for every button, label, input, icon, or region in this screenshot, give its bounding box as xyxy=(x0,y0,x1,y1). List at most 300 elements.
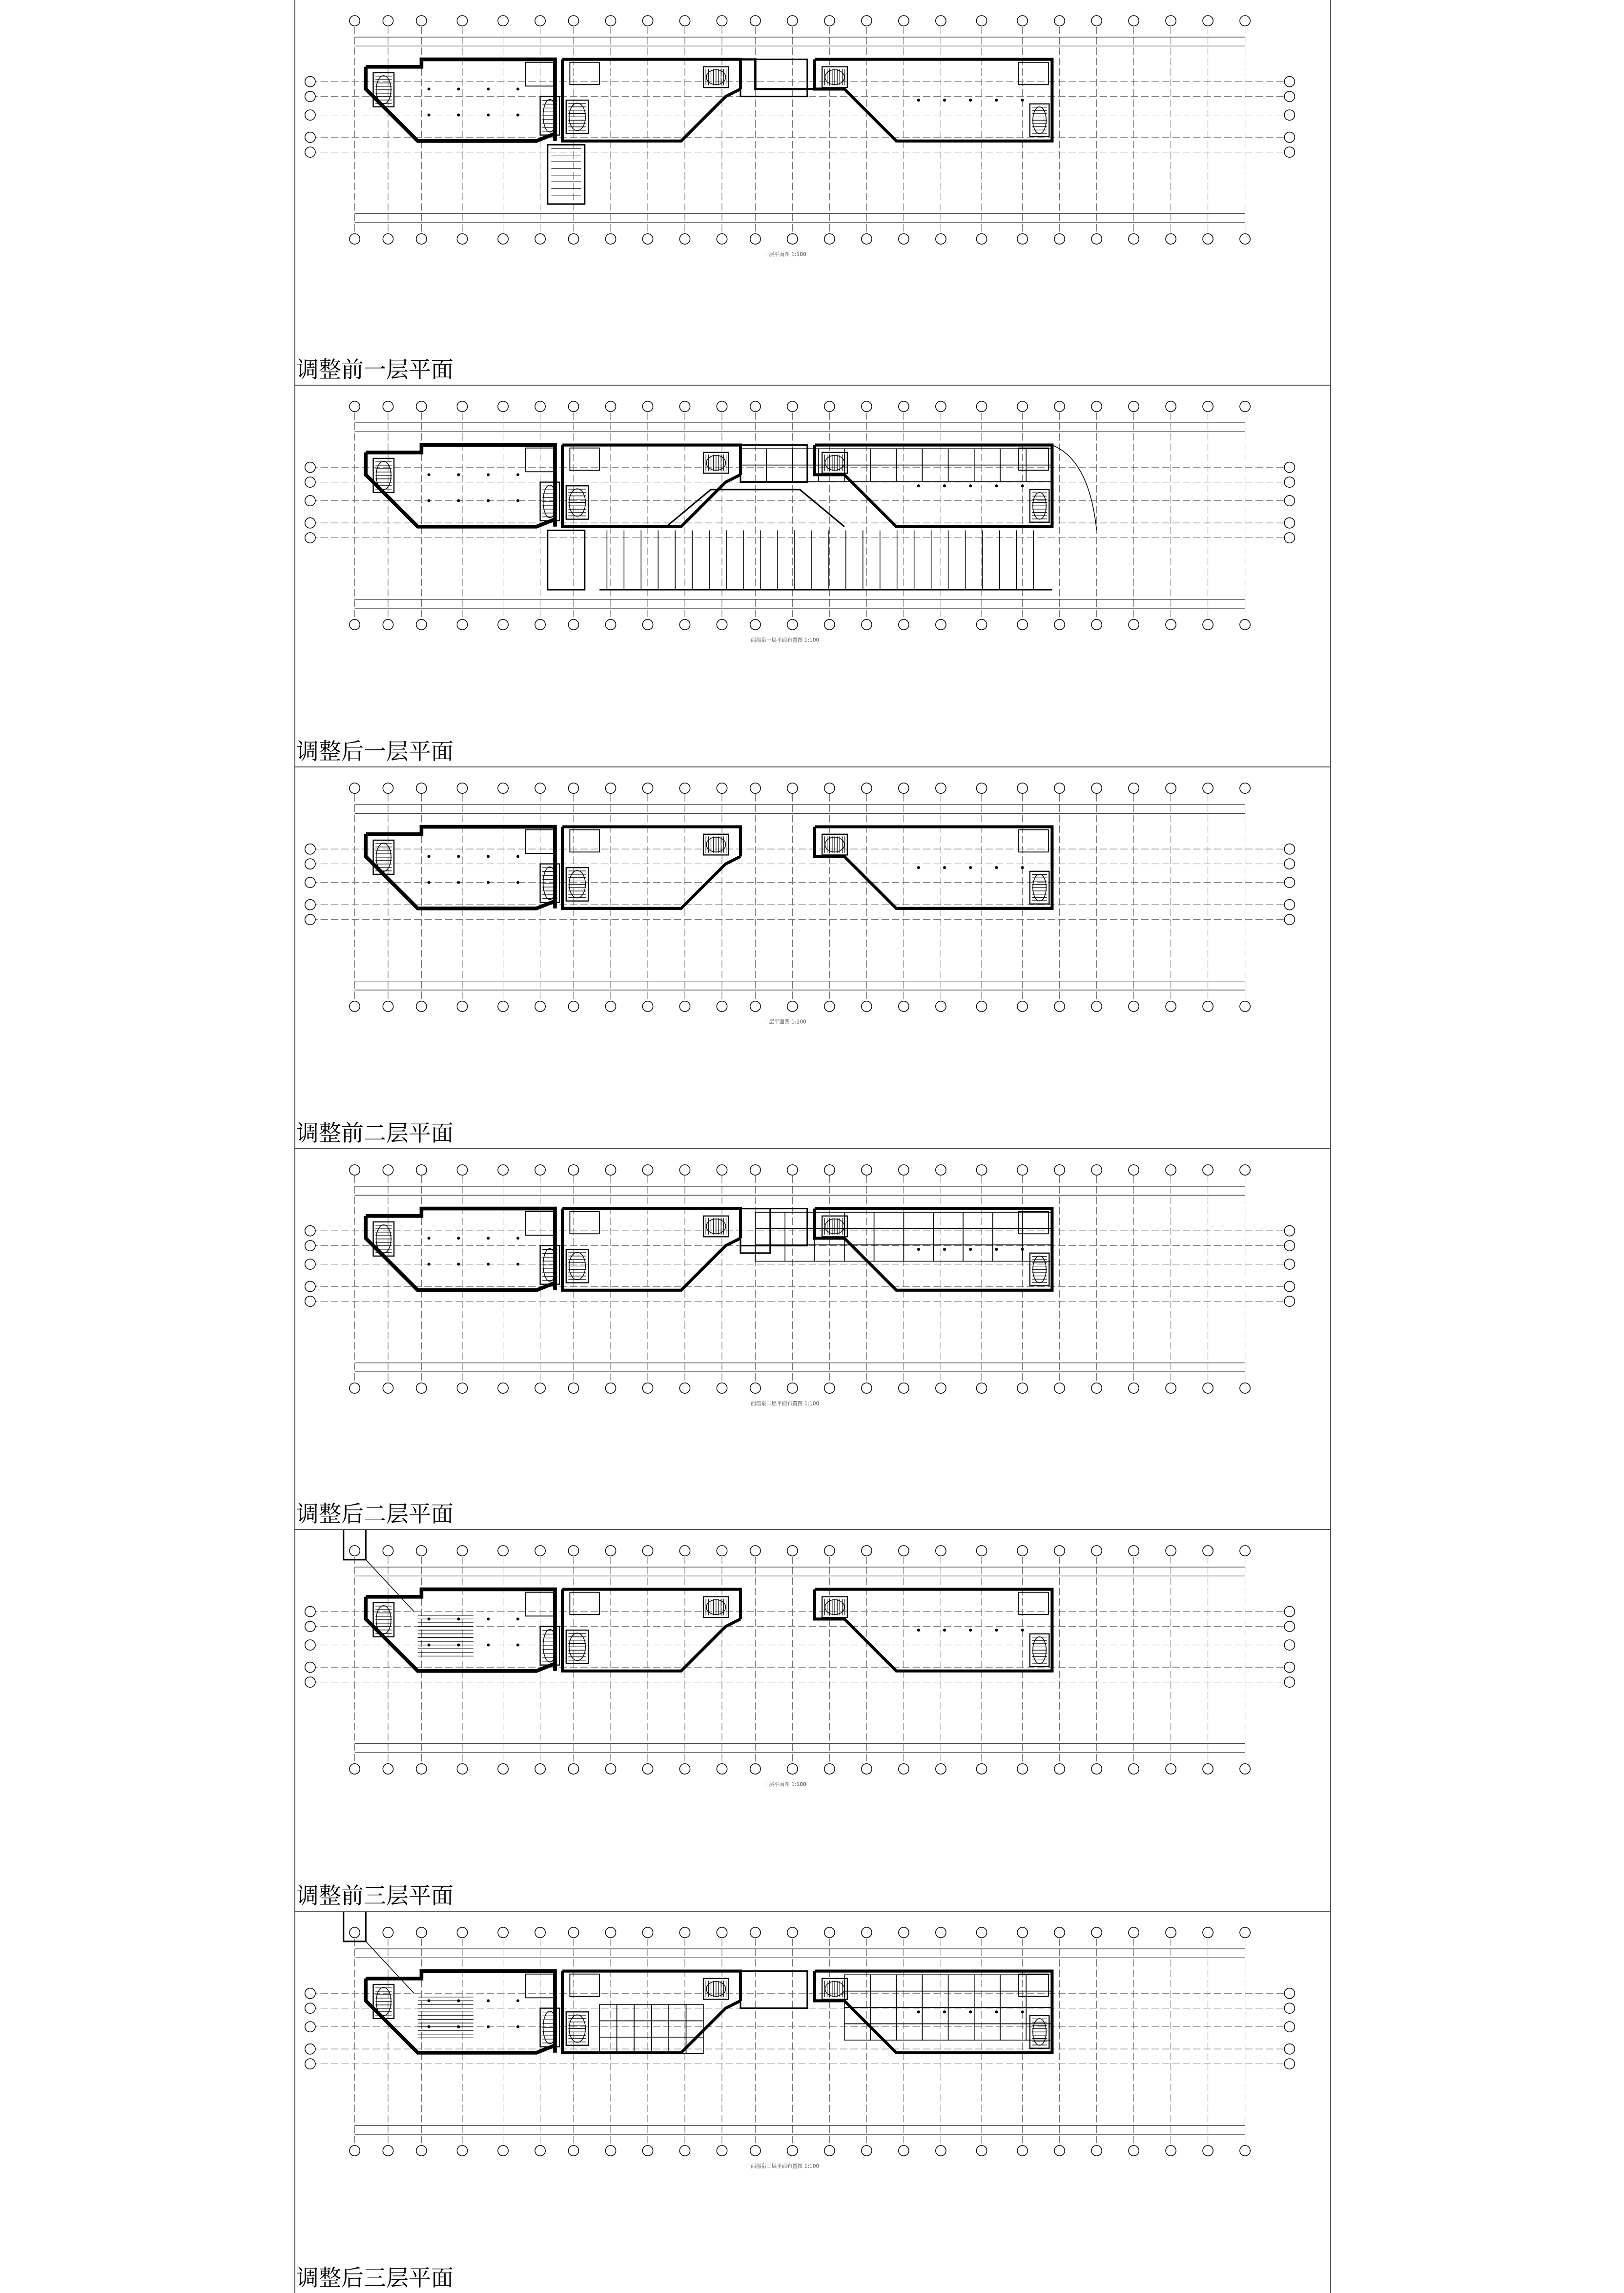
axis-bubble xyxy=(383,16,393,26)
toilet-block xyxy=(1019,1592,1048,1615)
axis-bubble xyxy=(1203,783,1213,793)
axis-bubble xyxy=(976,2146,987,2156)
toilet-block xyxy=(525,830,554,854)
axis-bubble xyxy=(1166,16,1176,26)
axis-bubble xyxy=(416,1927,427,1938)
plan-pre-floor-3 xyxy=(295,1530,1332,1912)
axis-bubble xyxy=(1284,147,1295,157)
axis-bubble xyxy=(1284,77,1295,87)
axis-bubble xyxy=(416,2146,427,2156)
axis-bubble xyxy=(1091,1764,1102,1774)
column xyxy=(487,1644,490,1647)
column xyxy=(995,99,998,102)
axis-bubble xyxy=(349,1927,360,1938)
axis-bubble xyxy=(305,2059,315,2069)
column xyxy=(487,499,490,502)
axis-bubble xyxy=(1203,620,1213,630)
axis-bubble xyxy=(605,1001,616,1012)
column xyxy=(995,484,998,487)
axis-bubble xyxy=(349,1383,360,1393)
axis-bubble xyxy=(976,1927,987,1938)
plan-group xyxy=(305,401,1295,643)
axis-bubble xyxy=(305,1677,315,1687)
axis-bubble xyxy=(824,1764,835,1774)
column xyxy=(516,499,519,502)
room xyxy=(634,2004,651,2021)
room xyxy=(974,449,1000,465)
site-curve xyxy=(1052,445,1096,531)
axis-bubble xyxy=(679,2146,690,2156)
axis-bubble xyxy=(1284,2003,1295,2013)
axis-bubble xyxy=(936,1764,946,1774)
column xyxy=(1021,866,1024,869)
axis-bubble xyxy=(457,620,467,630)
axis-bubble xyxy=(1054,1165,1065,1175)
axis-bubble xyxy=(1129,1165,1139,1175)
axis-bubble xyxy=(1284,859,1295,869)
axis-bubble xyxy=(862,1764,872,1774)
axis-bubble xyxy=(862,620,872,630)
axis-bubble xyxy=(1284,132,1295,143)
column xyxy=(1021,1629,1024,1632)
column xyxy=(969,1629,972,1632)
axis-bubble xyxy=(642,1165,653,1175)
axis-bubble xyxy=(568,234,578,244)
axis-bubble xyxy=(535,16,545,26)
drawing-caption: 西温泉三层平面布置图 1:100 xyxy=(751,2163,820,2169)
axis-bubble xyxy=(568,620,578,630)
axis-bubble xyxy=(717,401,727,412)
axis-bubble xyxy=(1284,1621,1295,1632)
toilet-block xyxy=(1019,62,1048,85)
axis-bubble xyxy=(1091,2146,1102,2156)
room xyxy=(922,2024,948,2040)
column xyxy=(917,2010,920,2013)
axis-bubble xyxy=(642,16,653,26)
room xyxy=(652,2021,669,2037)
axis-bubble xyxy=(416,401,427,412)
toilet-block xyxy=(570,1592,599,1615)
axis-bubble xyxy=(1054,620,1065,630)
plan-group xyxy=(305,1530,1295,1787)
axis-bubble xyxy=(1284,2022,1295,2032)
axis-bubble xyxy=(936,783,946,793)
axis-bubble xyxy=(750,1001,761,1012)
room xyxy=(599,2021,617,2037)
column xyxy=(428,1263,431,1266)
axis-bubble xyxy=(535,1546,545,1556)
axis-bubble xyxy=(976,16,987,26)
axis-bubble xyxy=(305,91,315,102)
axis-bubble xyxy=(605,1546,616,1556)
axis-bubble xyxy=(1284,2044,1295,2054)
corridor-wall xyxy=(740,60,815,89)
column xyxy=(487,2025,490,2028)
axis-bubble xyxy=(498,1546,508,1556)
axis-bubble xyxy=(1240,1764,1250,1774)
axis-bubble xyxy=(1203,234,1213,244)
axis-bubble xyxy=(416,783,427,793)
room xyxy=(785,1245,815,1261)
axis-bubble xyxy=(824,2146,835,2156)
axis-bubble xyxy=(717,1927,727,1938)
axis-bubble xyxy=(1240,620,1250,630)
axis-bubble xyxy=(383,1764,393,1774)
axis-bubble xyxy=(1284,1240,1295,1251)
axis-bubble xyxy=(787,234,798,244)
axis-bubble xyxy=(1284,1259,1295,1269)
axis-bubble xyxy=(568,1764,578,1774)
axis-bubble xyxy=(605,620,616,630)
axis-bubble xyxy=(899,783,909,793)
axis-bubble xyxy=(383,1546,393,1556)
axis-bubble xyxy=(1091,16,1102,26)
column xyxy=(917,99,920,102)
axis-bubble xyxy=(824,401,835,412)
axis-bubble xyxy=(862,1927,872,1938)
axis-bubble xyxy=(1284,1677,1295,1687)
axis-bubble xyxy=(1284,1281,1295,1292)
axis-bubble xyxy=(899,1927,909,1938)
axis-bubble xyxy=(976,234,987,244)
axis-bubble xyxy=(936,2146,946,2156)
panel-label: 调整后三层平面 xyxy=(296,2265,453,2291)
exterior-wall xyxy=(562,1590,740,1671)
column xyxy=(516,1617,519,1620)
axis-bubble xyxy=(305,132,315,143)
axis-bubble xyxy=(1017,1927,1028,1938)
axis-bubble xyxy=(457,1001,467,1012)
axis-bubble xyxy=(416,1001,427,1012)
axis-bubble xyxy=(498,783,508,793)
connector-block xyxy=(740,445,807,482)
axis-bubble xyxy=(457,1165,467,1175)
axis-bubble xyxy=(416,1764,427,1774)
axis-bubble xyxy=(305,1281,315,1292)
axis-bubble xyxy=(824,1927,835,1938)
column xyxy=(1021,99,1024,102)
axis-bubble xyxy=(976,620,987,630)
axis-bubble xyxy=(1284,900,1295,910)
axis-bubble xyxy=(605,2146,616,2156)
column xyxy=(457,87,460,90)
column xyxy=(428,855,431,858)
axis-bubble xyxy=(717,16,727,26)
axis-bubble xyxy=(1284,1640,1295,1650)
axis-bubble xyxy=(1166,401,1176,412)
room xyxy=(634,2021,651,2037)
axis-bubble xyxy=(605,1927,616,1938)
column xyxy=(516,473,519,476)
column xyxy=(487,1237,490,1239)
axis-bubble xyxy=(936,1546,946,1556)
axis-bubble xyxy=(679,401,690,412)
axis-bubble xyxy=(787,1165,798,1175)
axis-bubble xyxy=(349,1001,360,1012)
axis-bubble xyxy=(787,783,798,793)
column xyxy=(943,2010,946,2013)
room xyxy=(933,1212,963,1228)
axis-bubble xyxy=(1166,1383,1176,1393)
toilet-block xyxy=(525,1974,554,1998)
axis-bubble xyxy=(936,401,946,412)
toilet-block xyxy=(1019,830,1048,852)
axis-bubble xyxy=(1284,1296,1295,1306)
room xyxy=(870,1975,896,1991)
toilet-block xyxy=(525,1592,554,1616)
axis-bubble xyxy=(349,401,360,412)
connector-block xyxy=(740,1209,807,1246)
axis-bubble xyxy=(535,234,545,244)
axis-bubble xyxy=(1284,844,1295,854)
column xyxy=(995,2010,998,2013)
axis-bubble xyxy=(824,1546,835,1556)
axis-bubble xyxy=(1240,234,1250,244)
axis-bubble xyxy=(416,1546,427,1556)
axis-bubble xyxy=(1166,1001,1176,1012)
axis-bubble xyxy=(1240,16,1250,26)
axis-bubble xyxy=(1091,401,1102,412)
axis-bubble xyxy=(498,16,508,26)
axis-bubble xyxy=(899,234,909,244)
axis-bubble xyxy=(605,1165,616,1175)
axis-bubble xyxy=(305,1621,315,1632)
axis-bubble xyxy=(535,1165,545,1175)
axis-bubble xyxy=(383,401,393,412)
room xyxy=(948,2024,974,2040)
panel-pre-floor-3 xyxy=(295,1530,1330,1912)
panel-label: 调整前三层平面 xyxy=(296,1882,453,1909)
axis-bubble xyxy=(976,1383,987,1393)
axis-bubble xyxy=(305,1988,315,1999)
axis-bubble xyxy=(416,16,427,26)
axis-bubble xyxy=(498,1001,508,1012)
axis-bubble xyxy=(679,1001,690,1012)
axis-bubble xyxy=(1054,1764,1065,1774)
axis-bubble xyxy=(1166,234,1176,244)
axis-bubble xyxy=(1017,1165,1028,1175)
room xyxy=(766,449,792,465)
axis-bubble xyxy=(787,1546,798,1556)
column xyxy=(943,1629,946,1632)
room xyxy=(652,2004,669,2021)
axis-bubble xyxy=(1017,2146,1028,2156)
axis-bubble xyxy=(1129,1764,1139,1774)
axis-bubble xyxy=(1284,1226,1295,1236)
axis-bubble xyxy=(824,1001,835,1012)
axis-bubble xyxy=(383,1383,393,1393)
axis-bubble xyxy=(936,1927,946,1938)
axis-bubble xyxy=(976,1764,987,1774)
room xyxy=(870,449,896,465)
room xyxy=(874,1245,904,1261)
axis-bubble xyxy=(305,1226,315,1236)
axis-bubble xyxy=(383,783,393,793)
connector-block xyxy=(740,60,807,97)
axis-bubble xyxy=(1240,1001,1250,1012)
axis-bubble xyxy=(1166,783,1176,793)
axis-bubble xyxy=(416,1383,427,1393)
column xyxy=(516,87,519,90)
axis-bubble xyxy=(679,783,690,793)
axis-bubble xyxy=(717,234,727,244)
axis-bubble xyxy=(750,401,761,412)
plan-post-floor-2 xyxy=(295,1149,1332,1530)
exterior-wall xyxy=(815,445,1052,527)
axis-bubble xyxy=(416,620,427,630)
column xyxy=(969,484,972,487)
axis-bubble xyxy=(349,16,360,26)
axis-bubble xyxy=(1054,234,1065,244)
column xyxy=(487,473,490,476)
axis-bubble xyxy=(349,783,360,793)
axis-bubble xyxy=(457,234,467,244)
axis-bubble xyxy=(862,1546,872,1556)
axis-bubble xyxy=(1129,1383,1139,1393)
axis-bubble xyxy=(1017,620,1028,630)
axis-bubble xyxy=(824,1383,835,1393)
plan-pre-floor-1 xyxy=(295,0,1332,386)
room xyxy=(993,1245,1023,1261)
axis-bubble xyxy=(349,620,360,630)
axis-bubble xyxy=(535,783,545,793)
axis-bubble xyxy=(899,1546,909,1556)
column xyxy=(487,855,490,858)
axis-bubble xyxy=(416,234,427,244)
axis-bubble xyxy=(1091,783,1102,793)
axis-bubble xyxy=(305,477,315,487)
axis-bubble xyxy=(936,234,946,244)
drawing-caption: 西温泉二层平面布置图 1:100 xyxy=(751,1400,820,1407)
toilet-block xyxy=(525,62,554,86)
axis-bubble xyxy=(1054,1927,1065,1938)
axis-bubble xyxy=(717,1383,727,1393)
axis-bubble xyxy=(535,2146,545,2156)
axis-bubble xyxy=(899,1001,909,1012)
axis-bubble xyxy=(1284,533,1295,543)
axis-bubble xyxy=(305,518,315,528)
axis-bubble xyxy=(862,2146,872,2156)
axis-bubble xyxy=(383,1165,393,1175)
panel-label: 调整后一层平面 xyxy=(296,738,453,764)
axis-bubble xyxy=(899,16,909,26)
axis-bubble xyxy=(383,620,393,630)
axis-bubble xyxy=(1284,1607,1295,1617)
axis-bubble xyxy=(679,16,690,26)
axis-bubble xyxy=(305,462,315,473)
axis-bubble xyxy=(862,401,872,412)
drawing-caption: 西温泉一层平面布置图 1:100 xyxy=(751,637,820,643)
column xyxy=(487,1999,490,2002)
axis-bubble xyxy=(416,1165,427,1175)
room xyxy=(974,2007,1000,2024)
axis-bubble xyxy=(936,1383,946,1393)
axis-bubble xyxy=(498,620,508,630)
axis-bubble xyxy=(568,1165,578,1175)
column xyxy=(1021,2010,1024,2013)
axis-bubble xyxy=(899,401,909,412)
room xyxy=(617,2004,634,2021)
axis-bubble xyxy=(750,234,761,244)
axis-bubble xyxy=(568,401,578,412)
axis-bubble xyxy=(862,1001,872,1012)
axis-bubble xyxy=(498,2146,508,2156)
axis-bubble xyxy=(824,234,835,244)
column xyxy=(516,1644,519,1647)
axis-bubble xyxy=(717,783,727,793)
column xyxy=(995,1629,998,1632)
toilet-block xyxy=(1019,448,1048,471)
room xyxy=(948,2007,974,2024)
axis-bubble xyxy=(605,16,616,26)
axis-bubble xyxy=(750,1927,761,1938)
axis-bubble xyxy=(1284,91,1295,102)
axis-bubble xyxy=(899,2146,909,2156)
column xyxy=(995,1248,998,1251)
room xyxy=(904,1245,933,1261)
axis-bubble xyxy=(1129,234,1139,244)
room xyxy=(740,449,766,465)
axis-bubble xyxy=(457,783,467,793)
drawing-caption: 三层平面图 1:100 xyxy=(763,1781,806,1788)
connector-block xyxy=(740,1971,807,2008)
plan-group xyxy=(305,1165,1295,1406)
axis-bubble xyxy=(824,16,835,26)
axis-bubble xyxy=(535,1927,545,1938)
axis-bubble xyxy=(305,1259,315,1269)
axis-bubble xyxy=(1166,1546,1176,1556)
axis-bubble xyxy=(1091,620,1102,630)
axis-bubble xyxy=(498,401,508,412)
room xyxy=(974,1975,1000,1991)
axis-bubble xyxy=(642,2146,653,2156)
panel-post-floor-3 xyxy=(295,1912,1330,2293)
column xyxy=(917,484,920,487)
axis-bubble xyxy=(787,1383,798,1393)
axis-bubble xyxy=(824,1165,835,1175)
axis-bubble xyxy=(1017,401,1028,412)
panel-pre-floor-2 xyxy=(295,767,1330,1149)
room xyxy=(896,1975,922,1991)
axis-bubble xyxy=(1284,518,1295,528)
axis-bubble xyxy=(1054,16,1065,26)
column xyxy=(969,99,972,102)
axis-bubble xyxy=(750,16,761,26)
axis-bubble xyxy=(717,1546,727,1556)
room xyxy=(974,2024,1000,2040)
axis-bubble xyxy=(305,77,315,87)
axis-bubble xyxy=(349,1165,360,1175)
drawing-caption: 一层平面图 1:100 xyxy=(763,251,806,258)
room xyxy=(785,1212,815,1228)
axis-bubble xyxy=(679,1764,690,1774)
room xyxy=(922,1975,948,1991)
axis-bubble xyxy=(899,1383,909,1393)
axis-bubble xyxy=(976,1001,987,1012)
axis-bubble xyxy=(498,234,508,244)
axis-bubble xyxy=(862,16,872,26)
axis-bubble xyxy=(642,1927,653,1938)
axis-bubble xyxy=(1129,2146,1139,2156)
toilet-block xyxy=(570,448,599,471)
axis-bubble xyxy=(1091,1927,1102,1938)
room xyxy=(948,1975,974,1991)
axis-bubble xyxy=(787,16,798,26)
axis-bubble xyxy=(1203,1546,1213,1556)
axis-bubble xyxy=(498,1383,508,1393)
axis-bubble xyxy=(1284,477,1295,487)
column xyxy=(516,2025,519,2028)
